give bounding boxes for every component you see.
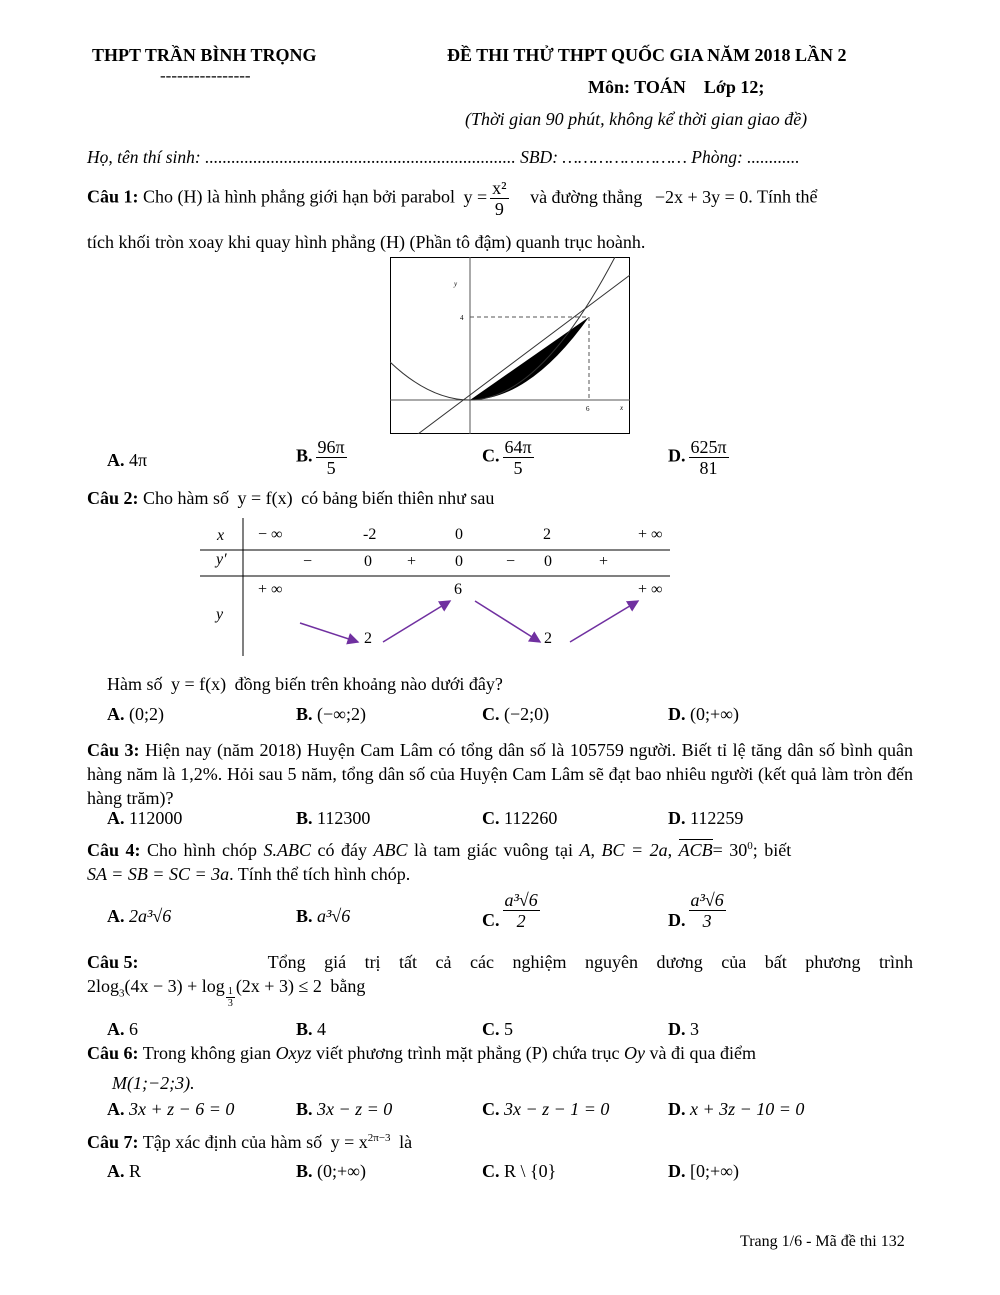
question-1-line2: tích khối tròn xoay khi quay hình phẳng (H) (Phần tô đậm) quanh trục hoành. [87, 232, 646, 252]
table-row-yprime: y′ [216, 551, 227, 568]
q7-option-b[interactable]: B. (0;+∞) [296, 1161, 366, 1181]
q7-option-d[interactable]: D. [0;+∞) [668, 1161, 739, 1181]
q6-option-d[interactable]: D. x + 3z − 10 = 0 [668, 1099, 805, 1119]
q3-option-c[interactable]: C. 112260 [482, 808, 558, 828]
question-label: Câu 1: [87, 186, 139, 207]
question-label: Câu 5: [87, 952, 139, 972]
q2-option-c[interactable]: C. (−2;0) [482, 704, 550, 724]
x-val: + ∞ [638, 526, 663, 543]
q5-option-d[interactable]: D. 3 [668, 1019, 699, 1039]
q2-option-b[interactable]: B. (−∞;2) [296, 704, 366, 724]
table-row-x: x [217, 527, 225, 544]
yprime-val: 0 [364, 553, 372, 570]
yprime-val: + [407, 553, 417, 570]
question-4-line2: SA = SB = SC = 3a. Tính thể tích hình chóp. [87, 864, 411, 884]
parabol-fraction: $\frac{\text{x²}}{9}$ [492, 178, 507, 219]
graph-x-label: x [620, 404, 624, 412]
x-val: − ∞ [258, 526, 283, 543]
line-equation: −2x + 3y = 0 [654, 186, 749, 207]
q7-option-a[interactable]: A. R [107, 1161, 142, 1181]
school-underline: ---------------- [160, 66, 251, 85]
y-val-top: + ∞ [638, 581, 663, 598]
parabol-lhs: y = [463, 186, 488, 207]
q2-option-d[interactable]: D. (0;+∞) [668, 704, 739, 724]
yprime-val: 0 [544, 553, 552, 570]
q1-option-a[interactable]: A. 4π [107, 450, 148, 470]
y-val-top: + ∞ [258, 581, 283, 598]
question-label: Câu 2: [87, 488, 139, 508]
question-4-line1: Câu 4: Cho hình chóp S.ABC có đáy ABC là tam giác vuông tại A, BC = 2a, $ACB= 30^0$; biết [87, 840, 792, 860]
q5-option-b[interactable]: B. 4 [296, 1019, 327, 1039]
y-val-bottom: 2 [364, 630, 372, 647]
x-val: 2 [543, 526, 551, 543]
exam-title: ĐỀ THI THỬ THPT QUỐC GIA NĂM 2018 LẦN 2 [447, 45, 847, 65]
y-val-bottom: 2 [544, 630, 552, 647]
q2-option-a[interactable]: A. (0;2) [107, 704, 164, 724]
q1-option-d[interactable]: D. $\frac{625\pi}{81}$ [668, 437, 727, 478]
candidate-info-line: Họ, tên thí sinh: ....................................................................... SBD: …………………… Phòng: ............ [87, 147, 800, 167]
q3-option-d[interactable]: D. 112259 [668, 808, 744, 828]
yprime-val: 0 [455, 553, 463, 570]
page-footer: Trang 1/6 - Mã đề thi 132 [740, 1233, 905, 1250]
q6-option-b[interactable]: B. 3x − z = 0 [296, 1099, 393, 1119]
yprime-val: + [599, 553, 609, 570]
x-val: -2 [363, 526, 377, 543]
time-note: (Thời gian 90 phút, không kể thời gian giao đề) [465, 109, 808, 129]
graph-tick-6: 6 [586, 405, 590, 413]
question-text: Hiện nay (năm 2018) Huyện Cam Lâm có tổng dân số là 105759 người. Biết tỉ lệ tăng dân số bình quân hàng năm là 1,2%. Hỏi sau 5 năm, tổng dân số của Huyện Cam Lâm sẽ đạt bao nhiêu người (kết quả làm tròn đến hàng trăm)? [87, 740, 913, 808]
y-val-top: 6 [454, 581, 462, 598]
variation-table [200, 518, 670, 658]
q4-option-d[interactable]: D. $\frac{\text{a³√6}}{3}$ [668, 890, 724, 931]
q1-option-c[interactable]: C. $\frac{64\pi}{5}$ [482, 437, 532, 478]
question-text: Cho (H) là hình phẳng giới hạn bởi parabol [143, 186, 455, 207]
question-label: Câu 6: [87, 1043, 139, 1063]
question-text: Tổng giá trị tất cả các nghiệm nguyên dương của bất phương trình [267, 952, 913, 972]
question-1-line1 [87, 178, 817, 219]
question-7-line1: Câu 7: Tập xác định của hàm số $y = x^{2\pi-3}$ là [87, 1132, 413, 1152]
question-2-line1: Câu 2: Cho hàm số y = f(x) có bảng biến thiên như sau [87, 488, 495, 508]
q4-option-b[interactable]: B. a³√6 [296, 906, 351, 926]
question-5-line1 [87, 952, 913, 973]
q3-option-b[interactable]: B. 112300 [296, 808, 371, 828]
yprime-val: − [506, 553, 516, 570]
question-2-ask: Hàm số y = f(x) đồng biến trên khoảng nào dưới đây? [107, 674, 503, 694]
question-label: Câu 3: [87, 740, 140, 760]
q5-option-a[interactable]: A. 6 [107, 1019, 138, 1039]
question-text: và đường thẳng [530, 186, 643, 207]
question-6-line1: Câu 6: Trong không gian Oxyz viết phương trình mặt phẳng (P) chứa trục Oy và đi qua điểm [87, 1043, 756, 1063]
q1-option-b[interactable]: B. $\frac{96\pi}{5}$ [296, 437, 345, 478]
q4-option-c[interactable]: C. $\frac{\text{a³√6}}{2}$ [482, 890, 538, 931]
graph-tick-4: 4 [460, 314, 464, 322]
question-label: Câu 7: [87, 1132, 139, 1152]
q3-option-a[interactable]: A. 112000 [107, 808, 183, 828]
q6-option-c[interactable]: C. 3x − z − 1 = 0 [482, 1099, 610, 1119]
school-name: THPT TRẦN BÌNH TRỌNG [92, 45, 317, 65]
question-text: . Tính thể [748, 186, 818, 207]
exam-subject: Môn: TOÁN Lớp 12; [588, 77, 765, 97]
question-3 [87, 738, 913, 810]
question-1-graph [390, 257, 630, 434]
q5-option-c[interactable]: C. 5 [482, 1019, 513, 1039]
q4-option-a[interactable]: A. 2a³√6 [107, 906, 172, 926]
graph-y-label: y [454, 280, 458, 288]
question-label: Câu 4: [87, 840, 141, 860]
question-6-point: M(1;−2;3). [112, 1073, 195, 1093]
question-5-inequality: $2\log_3(4x - 3) + \log$ $\frac{1}{3}$ (2x + 3) ≤ 2 bằng [87, 976, 366, 1009]
q7-option-c[interactable]: C. R \ {0} [482, 1161, 557, 1181]
q6-option-a[interactable]: A. 3x + z − 6 = 0 [107, 1099, 235, 1119]
yprime-val: − [303, 553, 313, 570]
x-val: 0 [455, 526, 463, 543]
table-row-y: y [216, 606, 224, 623]
